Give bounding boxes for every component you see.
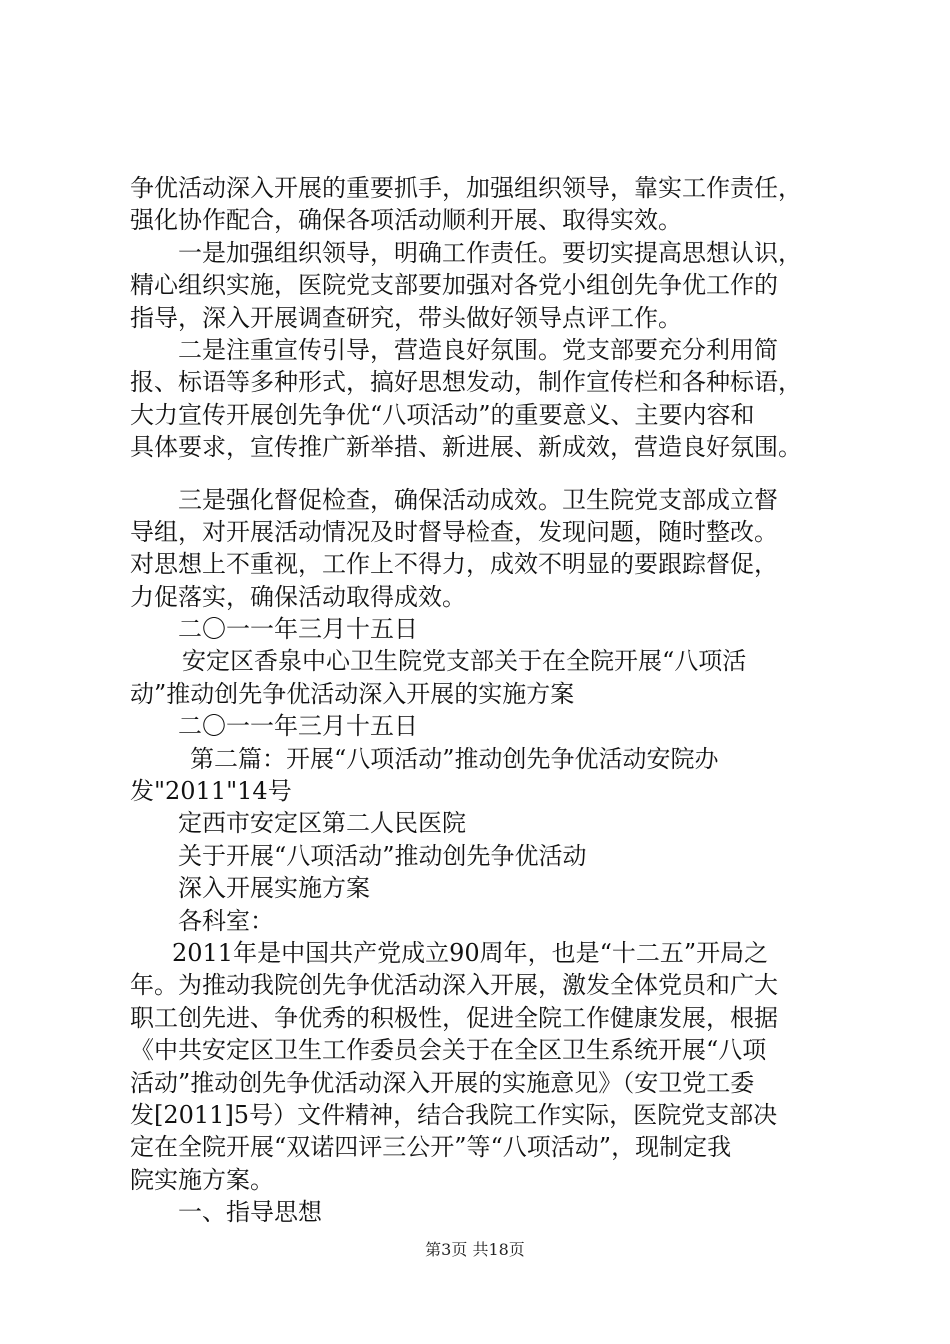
text-line: 年。为推动我院创先争优活动深入开展，激发全体党员和广大 <box>130 971 778 1000</box>
text-line: 活动”推动创先争优活动深入开展的实施意见》（安卫党工委 <box>130 1068 755 1097</box>
text-line: 2011年是中国共产党成立90周年，也是“十二五”开局之 <box>172 938 769 967</box>
text-line: 精心组织实施，医院党支部要加强对各党小组创先争优工作的 <box>130 271 778 300</box>
text-line: 职工创先进、争优秀的积极性，促进全院工作健康发展，根据 <box>130 1003 778 1032</box>
text-line: 动”推动创先争优活动深入开展的实施方案 <box>130 679 575 708</box>
text-line: 各科室： <box>178 906 274 935</box>
text-line: 定在全院开展“双诺四评三公开”等“八项活动”，现制定我 <box>130 1133 732 1162</box>
text-line: 争优活动深入开展的重要抓手，加强组织领导，靠实工作责任， <box>130 174 802 202</box>
text-line: 三是强化督促检查，确保活动成效。卫生院党支部成立督 <box>178 485 778 514</box>
paragraph-gap <box>130 464 842 484</box>
text-line: 大力宣传开展创先争优“八项活动”的重要意义、主要内容和 <box>130 400 755 429</box>
text-line: 一、指导思想 <box>178 1198 322 1227</box>
text-line: 安定区香泉中心卫生院党支部关于在全院开展“八项活 <box>182 647 747 676</box>
page-footer: 第3页 共18页 <box>425 1240 525 1259</box>
text-line: 关于开展“八项活动”推动创先争优活动 <box>178 841 587 870</box>
text-line: 一是加强组织领导，明确工作责任。要切实提高思想认识， <box>178 238 802 267</box>
document-body <box>130 172 842 1229</box>
text-line: 《中共安定区卫生工作委员会关于在全区卫生系统开展“八项 <box>130 1036 767 1065</box>
text-line: 院实施方案。 <box>130 1165 274 1194</box>
text-line: 对思想上不重视，工作上不得力，成效不明显的要跟踪督促， <box>130 550 778 579</box>
text-line: 强化协作配合，确保各项活动顺利开展、取得实效。 <box>130 206 682 235</box>
text-line: 指导，深入开展调查研究，带头做好领导点评工作。 <box>130 303 682 332</box>
text-line: 发[2011]5号）文件精神，结合我院工作实际，医院党支部决 <box>130 1100 778 1129</box>
date-line: 二〇一一年三月十五日 <box>178 712 418 741</box>
date-line: 二〇一一年三月十五日 <box>178 615 418 644</box>
text-line: 二是注重宣传引导，营造良好氛围。党支部要充分利用简 <box>178 335 778 364</box>
text-line: 深入开展实施方案 <box>178 874 370 903</box>
text-line: 发"2011"14号 <box>130 777 292 806</box>
text-line: 定西市安定区第二人民医院 <box>178 809 466 838</box>
section-heading: 第二篇：开展“八项活动”推动创先争优活动安院办 <box>190 744 719 773</box>
text-line: 导组，对开展活动情况及时督导检查，发现问题，随时整改。 <box>130 517 778 546</box>
text-line: 力促落实，确保活动取得成效。 <box>130 582 466 611</box>
text-line: 具体要求，宣传推广新举措、新进展、新成效，营造良好氛围。 <box>130 433 802 462</box>
text-line: 报、标语等多种形式，搞好思想发动，制作宣传栏和各种标语， <box>130 368 802 397</box>
